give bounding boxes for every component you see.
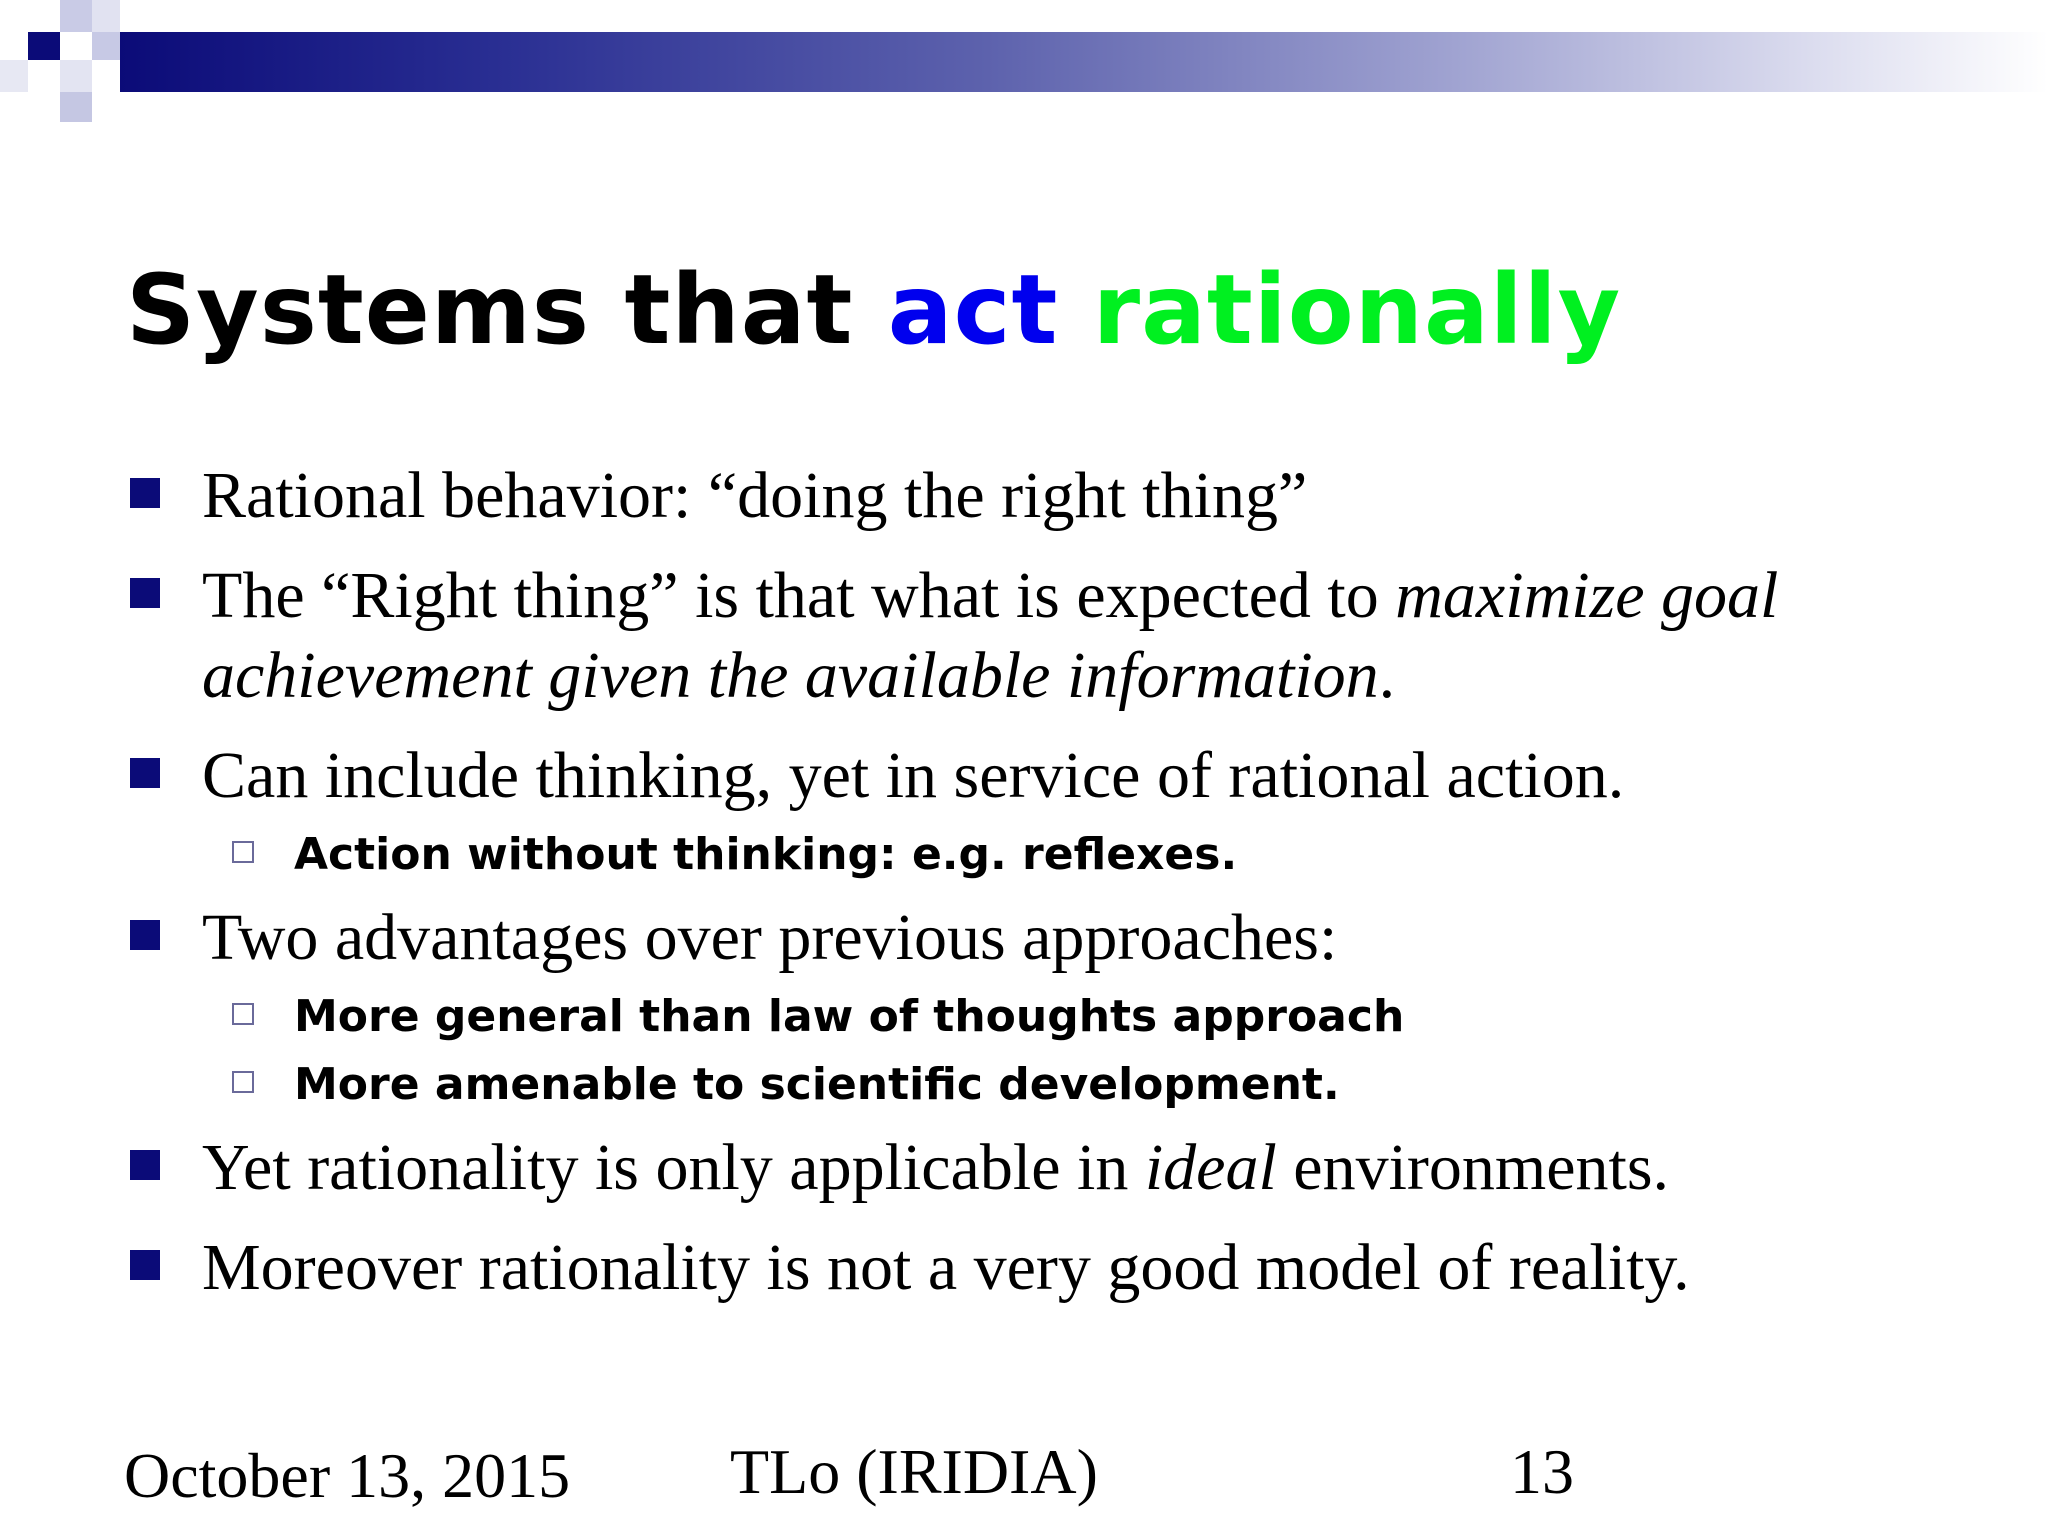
square-bullet-icon <box>130 758 160 788</box>
title-part-systems-that: Systems that <box>126 254 888 366</box>
bullet-text: The “Right thing” is that what is expected to <box>202 559 1396 632</box>
header-decor-square <box>60 0 92 32</box>
sub-bullet-text: Action without thinking: e.g. reflexes. <box>294 829 1238 880</box>
sub-bullet-item <box>126 988 2006 1046</box>
bullet-text-end: environments. <box>1276 1131 1670 1204</box>
title-word-act: act <box>887 254 1059 366</box>
bullet-list <box>126 456 2006 1328</box>
slide-title <box>126 250 1621 370</box>
bullet-item <box>126 736 2006 816</box>
sub-bullet-text: More general than law of thoughts approach <box>294 991 1405 1042</box>
square-bullet-icon <box>130 920 160 950</box>
sub-bullet-text: More amenable to scientific development. <box>294 1059 1340 1110</box>
bullet-item <box>126 456 2006 536</box>
bullet-item <box>126 1228 2006 1308</box>
title-space <box>1058 254 1092 366</box>
bullet-text-emphasis: ideal <box>1144 1131 1277 1204</box>
footer-author: TLo (IRIDIA) <box>730 1436 1098 1507</box>
bullet-text: Yet rationality is only applicable in <box>202 1131 1145 1204</box>
bullet-text: Two advantages over previous approaches: <box>202 901 1338 974</box>
footer-date: October 13, 2015 <box>124 1440 571 1511</box>
title-word-rationally: rationally <box>1092 254 1622 366</box>
header-decor-square <box>92 0 120 32</box>
header-decor-square <box>60 60 92 92</box>
hollow-square-bullet-icon <box>232 841 254 863</box>
header-decor-square <box>60 92 92 122</box>
square-bullet-icon <box>130 478 160 508</box>
bullet-item <box>126 556 2006 716</box>
square-bullet-icon <box>130 1250 160 1280</box>
sub-bullet-item <box>126 826 2006 884</box>
bullet-item <box>126 1128 2006 1208</box>
bullet-text: Moreover rationality is not a very good model of reality. <box>202 1231 1690 1304</box>
bullet-item <box>126 898 2006 978</box>
sub-bullet-item <box>126 1056 2006 1114</box>
square-bullet-icon <box>130 578 160 608</box>
header-gradient-bar <box>120 32 2048 92</box>
bullet-text: Can include thinking, yet in service of rational action. <box>202 739 1625 812</box>
hollow-square-bullet-icon <box>232 1003 254 1025</box>
bullet-text: Rational behavior: “doing the right thing” <box>202 459 1308 532</box>
square-bullet-icon <box>130 1150 160 1180</box>
header-decor-square <box>28 32 60 60</box>
hollow-square-bullet-icon <box>232 1071 254 1093</box>
header-decor-square <box>92 32 120 60</box>
bullet-text-emphasis: maximize goal achievement given the available information <box>202 559 1779 712</box>
header-decor-square <box>0 60 28 92</box>
bullet-text-end: . <box>1378 639 1396 712</box>
footer-page-number: 13 <box>1510 1436 1574 1507</box>
